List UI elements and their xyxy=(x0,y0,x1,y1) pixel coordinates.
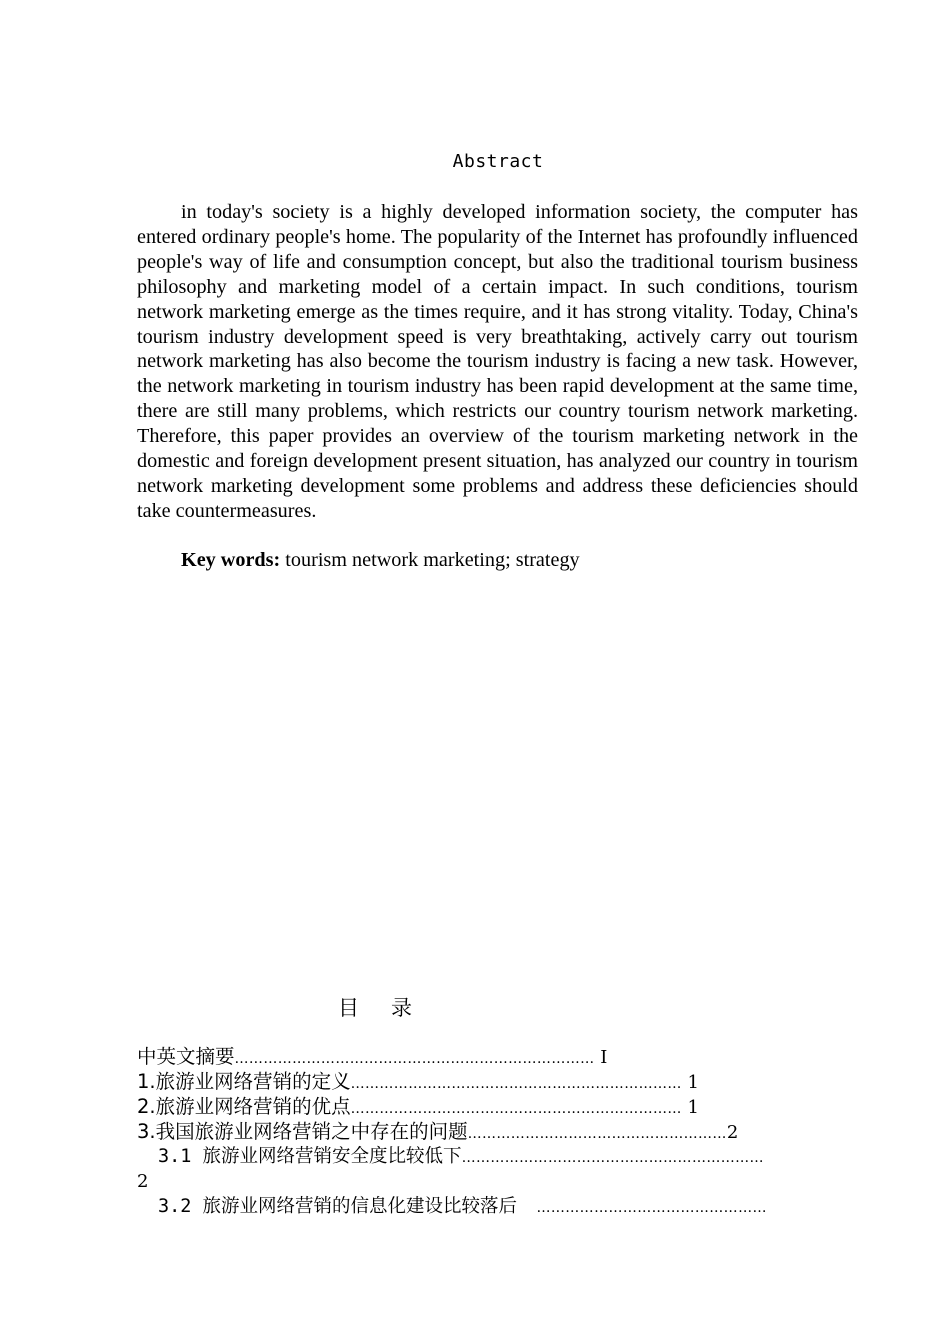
toc-entry-abstract[interactable] xyxy=(137,1044,607,1069)
toc-entry-label: 3.我国旅游业网络营销之中存在的问题 xyxy=(137,1120,468,1143)
toc-entry-label: 3.2 旅游业网络营销的信息化建设比较落后 xyxy=(158,1196,518,1217)
toc-entry-3[interactable] xyxy=(137,1119,738,1144)
toc-page-number: 2 xyxy=(726,1122,739,1143)
toc-title-char-2: 录 xyxy=(391,996,412,1020)
toc-entry-2[interactable] xyxy=(137,1094,699,1119)
toc-entry-label: 2.旅游业网络营销的优点 xyxy=(137,1095,351,1118)
abstract-body xyxy=(137,200,858,524)
keywords-text: tourism network marketing; strategy xyxy=(280,549,580,571)
toc-leader-dots: …………………………………………………………… xyxy=(350,1101,682,1117)
toc-entry-3-2[interactable] xyxy=(158,1194,767,1219)
toc-entry-label: 中英文摘要 xyxy=(137,1045,235,1068)
toc-page-number: 2 xyxy=(137,1171,149,1192)
toc-leader-dots: ………………………………………… xyxy=(517,1200,767,1216)
toc-entry-label: 1.旅游业网络营销的定义 xyxy=(137,1070,351,1093)
toc-entry-3-1[interactable] xyxy=(158,1144,764,1169)
keywords-line xyxy=(181,548,580,573)
keywords-label: Key words: xyxy=(181,549,281,571)
abstract-paragraph: in today's society is a highly developed information society, the computer has entered ordinary people's home. The popularity of the Internet has profoundly influenced people's way of life and consumption concept, but also the traditional tourism business philosophy and marketing model of a certain impact. In such conditions, tourism network marketing emerge as the times require, and it has strong vitality. Today, China's tourism industry development speed is very breathtaking, actively carry out tourism network marketing has also become the tourism industry is facing a new task. However, the network marketing in tourism industry has been rapid development at the same time, there are still many problems, which restricts our country tourism network marketing. Therefore, this paper provides an overview of the tourism marketing network in the domestic and foreign development present situation, has analyzed our country in tourism network marketing development some problems and address these deficiencies should take countermeasures. xyxy=(137,201,858,522)
toc-leader-dots: …………………………………………………………… xyxy=(350,1076,682,1092)
toc-entry-label: 3.1 旅游业网络营销安全度比较低下 xyxy=(158,1146,462,1167)
toc-leader-dots: ……………………………………………………… xyxy=(461,1150,764,1166)
toc-title-char-1: 目 xyxy=(338,996,359,1020)
toc-page-number: 1 xyxy=(681,1097,699,1118)
toc-page-number: Ⅰ xyxy=(594,1047,608,1068)
toc-leader-dots: ………………………………………………………………… xyxy=(234,1051,595,1067)
toc-entry-1[interactable] xyxy=(137,1069,699,1094)
toc-title xyxy=(338,994,412,1022)
toc-entry-3-1-page-wrap xyxy=(137,1169,148,1194)
toc-page-number: 1 xyxy=(681,1072,699,1093)
abstract-title: Abstract xyxy=(452,151,544,172)
toc-leader-dots: ……………………………………………… xyxy=(467,1126,727,1142)
